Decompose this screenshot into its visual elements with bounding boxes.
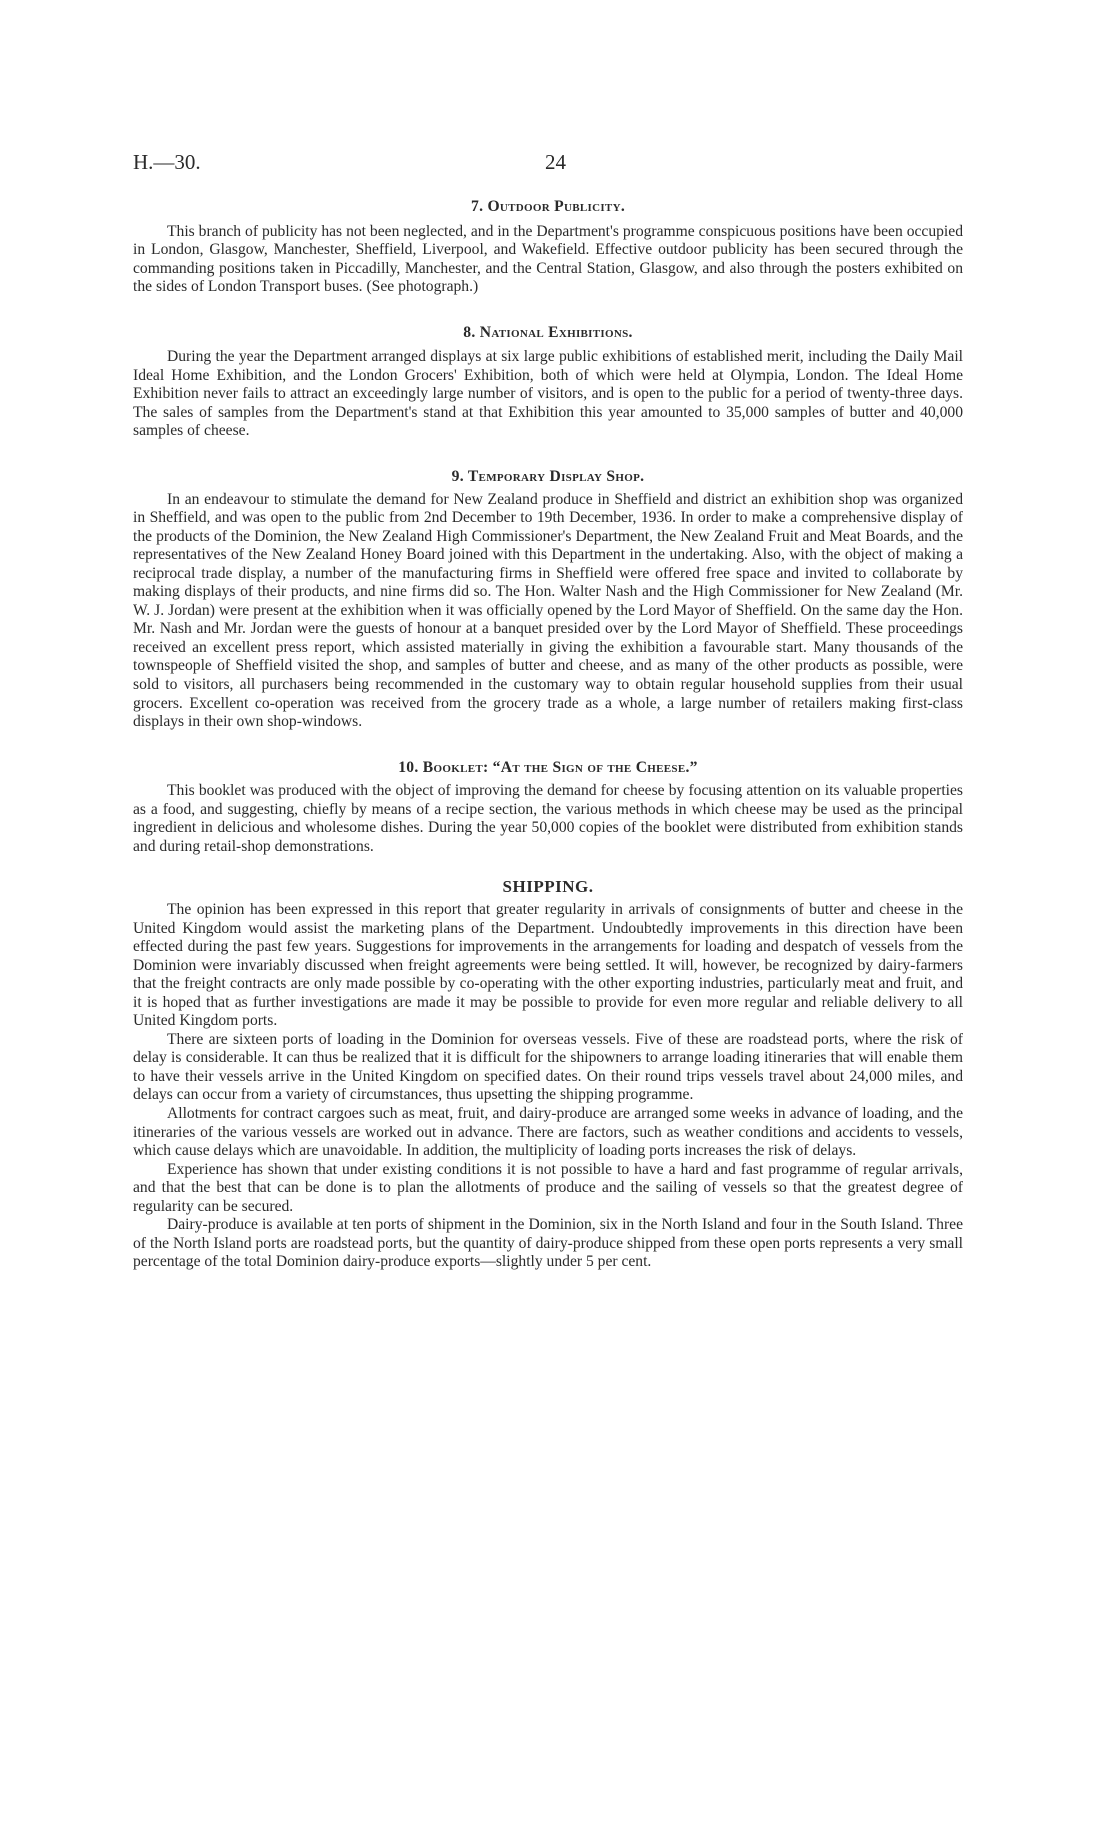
- page-number: 24: [545, 150, 566, 174]
- paragraph: In an endeavour to stimulate the demand for New Zealand produce in Sheffield and district an exhibition shop was organized in Sheffield, and was open to the public from 2nd December to 19th December, 1936. In order to make a comprehensive display of the products of the Dominion, the New Zealand High Commissioner's Department, the New Zealand Fruit and Meat Boards, and the representatives of the New Zealand Honey Board joined with this Department in the undertaking. Also, with the object of making a reciprocal trade display, a number of the manufacturing firms in Sheffield were offered free space and invited to collaborate by making displays of their products, and nine firms did so. The Hon. Walter Nash and the High Commissioner for New Zealand (Mr. W. J. Jordan) were present at the exhibition when it was officially opened by the Lord Mayor of Sheffield. On the same day the Hon. Mr. Nash and Mr. Jordan were the guests of honour at a banquet presided over by the Lord Mayor of Sheffield. These proceedings received an excellent press report, which assisted materially in giving the exhibition a favourable start. Many thousands of the townspeople of Sheffield visited the shop, and samples of butter and cheese, and as many of the other products as possible, were sold to visitors, all purchasers being recommended in the customary way to obtain regular household supplies from their usual grocers. Excellent co-operation was received from the grocery trade as a whole, a large number of retailers making first-class displays in their own shop-windows.: [133, 490, 963, 731]
- running-header: [133, 150, 963, 176]
- section-shipping: [133, 878, 963, 1271]
- paragraph: Experience has shown that under existing conditions it is not possible to have a hard and fast programme of regular arrivals, and that the best that can be done is to plan the allotments of produce and the sailing of vessels so that the greatest degree of regularity can be secured.: [133, 1160, 963, 1215]
- text-column: [133, 198, 963, 1272]
- shipping-heading: SHIPPING.: [502, 877, 594, 897]
- paragraph: This branch of publicity has not been neglected, and in the Department's programme conspicuous positions have been occupied in London, Glasgow, Manchester, Sheffield, Liverpool, and Wakefield. Effective outdoor publicity has been secured through the commanding positions taken in Piccadilly, Manchester, and the Central Station, Glasgow, and also through the posters exhibited on the sides of London Transport buses. (See photograph.): [133, 222, 963, 296]
- section-temporary-display-shop: [133, 468, 963, 732]
- section-booklet: [133, 759, 963, 857]
- paragraph: Dairy-produce is available at ten ports of shipment in the Dominion, six in the North Island and four in the South Island. Three of the North Island ports are roadstead ports, but the quantity of dairy-produce shipped from these open ports represents a very small percentage of the total Dominion dairy-produce exports—slightly under 5 per cent.: [133, 1216, 963, 1271]
- section-heading: 10. Booklet: “At the Sign of the Cheese.”: [398, 758, 698, 776]
- paragraph: The opinion has been expressed in this report that greater regularity in arrivals of consignments of butter and cheese in the United Kingdom would assist the marketing plans of the Department. Undoubtedly improvements in this direction have been effected during the past few years. Suggestions for improvements in the arrangements for loading and despatch of vessels from the Dominion were invariably discussed when freight agreements were being settled. It will, however, be recognized by dairy-farmers that the freight contracts are only made possible by co-operating with the other exporting industries, particularly meat and fruit, and it is hoped that as further investigations are made it may be possible to provide for even more regular and reliable delivery to all United Kingdom ports.: [133, 900, 963, 1030]
- paragraph: There are sixteen ports of loading in the Dominion for overseas vessels. Five of these are roadstead ports, where the risk of delay is considerable. It can thus be realized that it is difficult for the shipowners to arrange loading itineraries that will enable them to have their vessels arrive in the United Kingdom on specified dates. On their round trips vessels travel about 24,000 miles, and delays can occur from a variety of circumstances, thus upsetting the shipping programme.: [133, 1030, 963, 1104]
- section-heading: 7. Outdoor Publicity.: [470, 198, 626, 215]
- section-heading: 9. Temporary Display Shop.: [451, 468, 645, 486]
- section-national-exhibitions: [133, 324, 963, 441]
- paragraph: Allotments for contract cargoes such as meat, fruit, and dairy-produce are arranged some weeks in advance of loading, and the itineraries of the various vessels are worked out in advance. There are factors, such as weather conditions and accidents to vessels, which cause delays which are unavoidable. In addition, the multiplicity of loading ports increases the risk of delays.: [133, 1104, 963, 1160]
- paragraph: During the year the Department arranged displays at six large public exhibitions of established merit, including the Daily Mail Ideal Home Exhibition, and the London Grocers' Exhibition, both of which were held at Olympia, London. The Ideal Home Exhibition never fails to attract an exceedingly large number of visitors, and is open to the public for a period of twenty-three days. The sales of samples from the Department's stand at that Exhibition this year amounted to 35,000 samples of butter and 40,000 samples of cheese.: [133, 348, 963, 440]
- section-outdoor-publicity: [133, 198, 963, 297]
- section-heading: 8. National Exhibitions.: [463, 323, 633, 341]
- paragraph: This booklet was produced with the object of improving the demand for cheese by focusing attention on its valuable properties as a food, and suggesting, chiefly by means of a recipe section, the various methods in which cheese may be used as the principal ingredient in delicious and wholesome dishes. During the year 50,000 copies of the booklet were distributed from exhibition stands and during retail-shop demonstrations.: [133, 782, 963, 855]
- document-reference: H.—30.: [133, 150, 201, 174]
